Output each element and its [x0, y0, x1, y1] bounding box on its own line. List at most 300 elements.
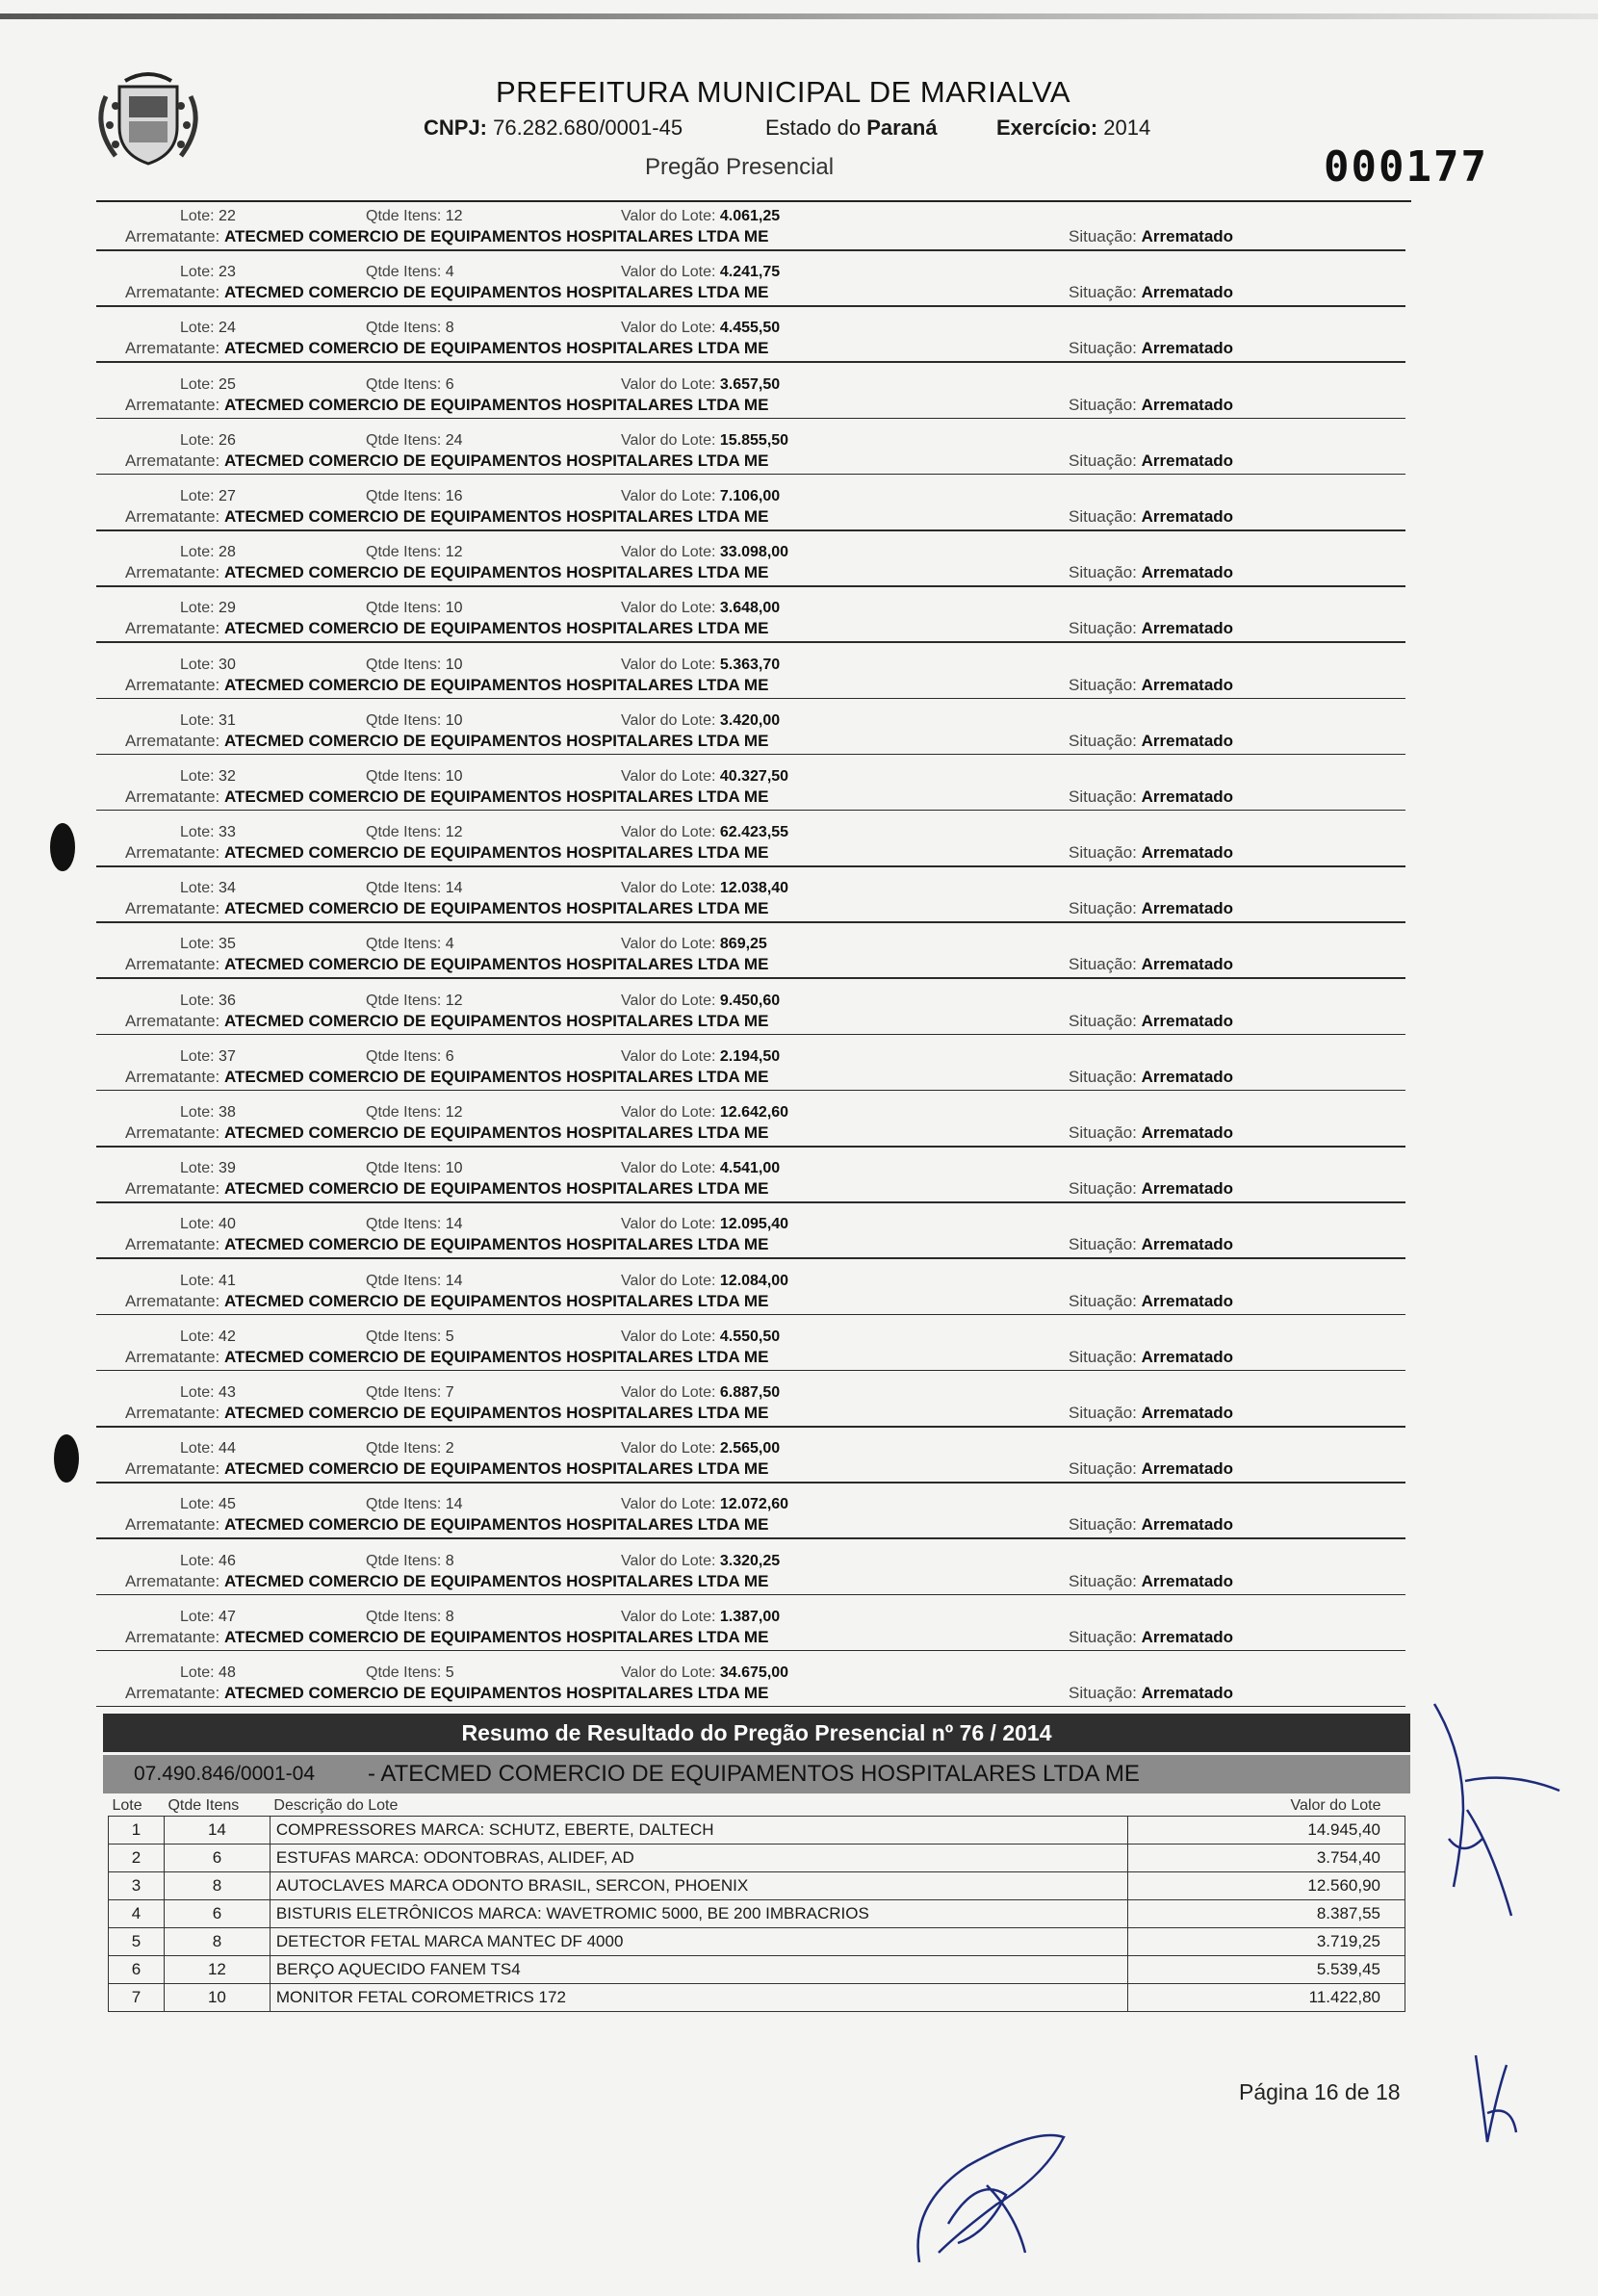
qtde-value: 7 [445, 1383, 454, 1401]
table-row [109, 1872, 1405, 1900]
lote-number: 38 [219, 1104, 236, 1121]
lote-entry [96, 316, 1405, 372]
arrematante-label: Arrematante: [125, 787, 220, 806]
lote-label: Lote: [180, 711, 215, 729]
situacao-label: Situação: [1069, 283, 1137, 302]
situacao-label: Situação: [1069, 1291, 1137, 1310]
lote-number-field [180, 1216, 236, 1233]
vendor-bar [103, 1755, 1410, 1793]
qtde-value: 12 [445, 208, 463, 224]
qtde-value: 8 [445, 1608, 454, 1625]
arrematante-label: Arrematante: [125, 955, 220, 974]
row-underline [96, 1537, 1405, 1539]
valor-value: 2.194,50 [719, 1047, 781, 1065]
qtde-value: 10 [445, 600, 463, 617]
situacao-field [1069, 1572, 1233, 1591]
arrematante-name: ATECMED COMERCIO DE EQUIPAMENTOS HOSPITALARES LTDA ME [224, 787, 769, 806]
qtde-field [366, 1664, 454, 1682]
row-underline [96, 1370, 1405, 1372]
valor-field [621, 264, 780, 281]
row-underline [96, 1090, 1405, 1092]
arrematante-field [125, 1068, 768, 1087]
situacao-label: Situação: [1069, 1571, 1137, 1590]
valor-field [621, 1160, 780, 1177]
qtde-value: 12 [445, 544, 463, 561]
arrematante-name: ATECMED COMERCIO DE EQUIPAMENTOS HOSPITALARES LTDA ME [224, 1627, 769, 1646]
row-underline [96, 1314, 1405, 1316]
cell-valor: 3.719,25 [1128, 1928, 1405, 1956]
lote-number-field [180, 376, 236, 394]
situacao-value: Arrematado [1141, 339, 1234, 358]
qtde-value: 10 [445, 1160, 463, 1177]
situacao-label: Situação: [1069, 1459, 1137, 1479]
lote-number-field [180, 320, 236, 337]
arrematante-label: Arrematante: [125, 675, 220, 694]
arrematante-label: Arrematante: [125, 1235, 220, 1254]
valor-field [621, 1104, 788, 1122]
lote-label: Lote: [180, 431, 215, 449]
arrematante-name: ATECMED COMERCIO DE EQUIPAMENTOS HOSPITALARES LTDA ME [224, 1235, 769, 1254]
situacao-field [1069, 843, 1233, 863]
qtde-label: Qtde Itens: [366, 208, 442, 224]
exercicio-line [996, 116, 1150, 141]
arrematante-label: Arrematante: [125, 1179, 220, 1199]
valor-value: 12.084,00 [719, 1272, 789, 1289]
cell-valor: 14.945,40 [1128, 1817, 1405, 1845]
lote-number-field [180, 657, 236, 674]
row-underline [96, 1706, 1405, 1708]
qtde-value: 14 [445, 1272, 463, 1289]
lote-number: 26 [219, 431, 236, 449]
situacao-label: Situação: [1069, 955, 1137, 974]
lote-number-field [180, 1384, 236, 1402]
arrematante-label: Arrematante: [125, 1403, 220, 1422]
arrematante-label: Arrematante: [125, 339, 220, 358]
qtde-label: Qtde Itens: [366, 824, 442, 841]
situacao-label: Situação: [1069, 899, 1137, 918]
qtde-field [366, 376, 454, 394]
qtde-value: 10 [445, 711, 463, 729]
valor-field [621, 320, 780, 337]
valor-value: 869,25 [719, 936, 767, 953]
situacao-value: Arrematado [1141, 506, 1234, 526]
arrematante-label: Arrematante: [125, 843, 220, 863]
lote-entry [96, 540, 1405, 596]
cell-lote: 3 [109, 1872, 165, 1900]
scan-top-edge [0, 13, 1598, 19]
cell-lote: 6 [109, 1956, 165, 1984]
situacao-value: Arrematado [1141, 1347, 1234, 1366]
arrematante-label: Arrematante: [125, 563, 220, 582]
situacao-field [1069, 1123, 1233, 1143]
qtde-field [366, 712, 463, 730]
lote-number-field [180, 712, 236, 730]
row-underline [96, 1146, 1405, 1148]
cell-descricao: BISTURIS ELETRÔNICOS MARCA: WAVETROMIC 5000, BE 200 IMBRACRIOS [270, 1900, 1127, 1928]
situacao-field [1069, 396, 1233, 415]
lote-entry [96, 989, 1405, 1045]
valor-label: Valor do Lote: [621, 264, 716, 281]
arrematante-label: Arrematante: [125, 899, 220, 918]
situacao-value: Arrematado [1141, 619, 1234, 638]
qtde-value: 10 [445, 767, 463, 785]
arrematante-field [125, 1628, 768, 1647]
situacao-value: Arrematado [1141, 1627, 1234, 1646]
cell-valor: 8.387,55 [1128, 1900, 1405, 1928]
lote-number: 34 [219, 880, 236, 897]
valor-value: 5.363,70 [719, 656, 781, 673]
row-underline [96, 1257, 1405, 1259]
lote-label: Lote: [180, 1383, 215, 1401]
arrematante-name: ATECMED COMERCIO DE EQUIPAMENTOS HOSPITALARES LTDA ME [224, 1123, 769, 1142]
cell-qtde: 8 [164, 1872, 270, 1900]
qtde-field [366, 1609, 454, 1626]
cell-lote: 1 [109, 1817, 165, 1845]
qtde-value: 2 [445, 1440, 454, 1458]
qtde-field [366, 1216, 463, 1233]
qtde-label: Qtde Itens: [366, 936, 442, 953]
lote-entry [96, 1492, 1405, 1548]
cell-valor: 3.754,40 [1128, 1845, 1405, 1872]
qtde-field [366, 320, 454, 337]
qtde-value: 6 [445, 1047, 454, 1065]
cell-valor: 5.539,45 [1128, 1956, 1405, 1984]
qtde-field [366, 1496, 463, 1513]
valor-label: Valor do Lote: [621, 544, 716, 561]
qtde-value: 8 [445, 320, 454, 337]
valor-value: 4.241,75 [719, 264, 781, 281]
valor-label: Valor do Lote: [621, 767, 716, 785]
valor-value: 1.387,00 [719, 1608, 781, 1625]
lote-label: Lote: [180, 992, 215, 1009]
valor-label: Valor do Lote: [621, 375, 716, 393]
lote-number: 30 [219, 656, 236, 673]
lote-entry [96, 428, 1405, 484]
lote-entry [96, 1156, 1405, 1212]
qtde-value: 6 [445, 375, 454, 393]
valor-value: 9.450,60 [719, 992, 781, 1009]
lote-number: 36 [219, 992, 236, 1009]
arrematante-name: ATECMED COMERCIO DE EQUIPAMENTOS HOSPITALARES LTDA ME [224, 1347, 769, 1366]
qtde-value: 5 [445, 1664, 454, 1681]
situacao-label: Situação: [1069, 1179, 1137, 1199]
arrematante-name: ATECMED COMERCIO DE EQUIPAMENTOS HOSPITALARES LTDA ME [224, 1067, 769, 1086]
vendor-name: - ATECMED COMERCIO DE EQUIPAMENTOS HOSPITALARES LTDA ME [368, 1761, 1140, 1787]
lote-number-field [180, 768, 236, 786]
lote-label: Lote: [180, 1328, 215, 1345]
row-underline [96, 249, 1405, 251]
qtde-label: Qtde Itens: [366, 1104, 442, 1121]
arrematante-field [125, 1012, 768, 1031]
summary-table-header [109, 1796, 1405, 1817]
situacao-value: Arrematado [1141, 1011, 1234, 1030]
situacao-value: Arrematado [1141, 843, 1234, 863]
table-row [109, 1845, 1405, 1872]
cell-qtde: 6 [164, 1900, 270, 1928]
summary-title-bar: Resumo de Resultado do Pregão Presencial nº 76 / 2014 [103, 1714, 1410, 1752]
row-underline [96, 1426, 1405, 1428]
cell-descricao: ESTUFAS MARCA: ODONTOBRAS, ALIDEF, AD [270, 1845, 1127, 1872]
lote-number: 31 [219, 711, 236, 729]
qtde-label: Qtde Itens: [366, 487, 442, 504]
valor-value: 4.550,50 [719, 1328, 781, 1345]
lote-entry [96, 1661, 1405, 1716]
situacao-field [1069, 283, 1233, 302]
lote-number: 27 [219, 487, 236, 504]
handwritten-signature [1425, 1694, 1569, 1925]
arrematante-label: Arrematante: [125, 1347, 220, 1366]
table-row [109, 1956, 1405, 1984]
arrematante-label: Arrematante: [125, 619, 220, 638]
qtde-field [366, 1384, 454, 1402]
situacao-value: Arrematado [1141, 1291, 1234, 1310]
cell-qtde: 14 [164, 1817, 270, 1845]
cell-qtde: 12 [164, 1956, 270, 1984]
lote-number-field [180, 264, 236, 281]
lote-label: Lote: [180, 487, 215, 504]
row-underline [96, 641, 1405, 643]
arrematante-field [125, 339, 768, 358]
row-underline [96, 1482, 1405, 1483]
valor-field [621, 432, 788, 450]
qtde-label: Qtde Itens: [366, 880, 442, 897]
qtde-value: 8 [445, 1552, 454, 1569]
lote-entry [96, 932, 1405, 988]
page-stamp-number: 000177 [1324, 142, 1488, 192]
situacao-label: Situação: [1069, 619, 1137, 638]
valor-value: 40.327,50 [719, 767, 789, 785]
arrematante-label: Arrematante: [125, 506, 220, 526]
arrematante-field [125, 1515, 768, 1535]
valor-value: 2.565,00 [719, 1440, 781, 1458]
qtde-field [366, 993, 463, 1010]
arrematante-label: Arrematante: [125, 227, 220, 245]
lote-number-field [180, 1553, 236, 1570]
situacao-label: Situação: [1069, 1011, 1137, 1030]
qtde-label: Qtde Itens: [366, 1552, 442, 1569]
valor-field [621, 376, 780, 394]
situacao-label: Situação: [1069, 506, 1137, 526]
lote-label: Lote: [180, 936, 215, 953]
situacao-field [1069, 899, 1233, 918]
municipality-title: PREFEITURA MUNICIPAL DE MARIALVA [496, 75, 1071, 109]
lote-number: 43 [219, 1383, 236, 1401]
row-underline [96, 529, 1405, 531]
lote-number: 35 [219, 936, 236, 953]
situacao-field [1069, 955, 1233, 974]
qtde-label: Qtde Itens: [366, 656, 442, 673]
cell-lote: 7 [109, 1984, 165, 2012]
lote-entry [96, 204, 1405, 260]
qtde-value: 12 [445, 824, 463, 841]
qtde-value: 24 [445, 431, 463, 449]
qtde-label: Qtde Itens: [366, 1216, 442, 1233]
cell-descricao: AUTOCLAVES MARCA ODONTO BRASIL, SERCON, PHOENIX [270, 1872, 1127, 1900]
qtde-value: 4 [445, 936, 454, 953]
arrematante-field [125, 1572, 768, 1591]
arrematante-name: ATECMED COMERCIO DE EQUIPAMENTOS HOSPITALARES LTDA ME [224, 283, 769, 302]
qtde-field [366, 208, 463, 225]
cell-lote: 2 [109, 1845, 165, 1872]
qtde-field [366, 1329, 454, 1346]
situacao-field [1069, 1628, 1233, 1647]
lote-number: 48 [219, 1664, 236, 1681]
lote-number-field [180, 1273, 236, 1290]
qtde-label: Qtde Itens: [366, 1608, 442, 1625]
lote-number-field [180, 880, 236, 897]
qtde-label: Qtde Itens: [366, 1047, 442, 1065]
situacao-label: Situação: [1069, 563, 1137, 582]
qtde-value: 5 [445, 1328, 454, 1345]
valor-label: Valor do Lote: [621, 1272, 716, 1289]
cnpj-label: CNPJ: [424, 116, 488, 140]
valor-field [621, 1496, 788, 1513]
lote-number-field [180, 1048, 236, 1066]
arrematante-name: ATECMED COMERCIO DE EQUIPAMENTOS HOSPITALARES LTDA ME [224, 395, 769, 414]
municipal-crest-logo [87, 67, 210, 171]
arrematante-label: Arrematante: [125, 1571, 220, 1590]
arrematante-label: Arrematante: [125, 1459, 220, 1479]
valor-field [621, 657, 780, 674]
arrematante-field [125, 787, 768, 807]
valor-value: 4.455,50 [719, 320, 781, 337]
valor-label: Valor do Lote: [621, 208, 716, 224]
arrematante-field [125, 507, 768, 527]
row-underline [96, 305, 1405, 307]
valor-label: Valor do Lote: [621, 1216, 716, 1233]
lote-number: 46 [219, 1552, 236, 1569]
situacao-label: Situação: [1069, 731, 1137, 750]
lote-number-field [180, 1104, 236, 1122]
situacao-field [1069, 787, 1233, 807]
arrematante-name: ATECMED COMERCIO DE EQUIPAMENTOS HOSPITALARES LTDA ME [224, 1403, 769, 1422]
arrematante-field [125, 843, 768, 863]
qtde-label: Qtde Itens: [366, 1664, 442, 1681]
arrematante-name: ATECMED COMERCIO DE EQUIPAMENTOS HOSPITALARES LTDA ME [224, 227, 769, 245]
arrematante-name: ATECMED COMERCIO DE EQUIPAMENTOS HOSPITALARES LTDA ME [224, 1683, 769, 1702]
situacao-value: Arrematado [1141, 1459, 1234, 1479]
arrematante-field [125, 899, 768, 918]
valor-value: 4.061,25 [719, 208, 781, 224]
situacao-value: Arrematado [1141, 227, 1234, 245]
qtde-field [366, 657, 463, 674]
situacao-label: Situação: [1069, 451, 1137, 470]
qtde-label: Qtde Itens: [366, 1272, 442, 1289]
lote-entry [96, 1436, 1405, 1492]
arrematante-field [125, 396, 768, 415]
situacao-label: Situação: [1069, 227, 1137, 245]
lote-entry [96, 1325, 1405, 1380]
valor-value: 15.855,50 [719, 431, 789, 449]
qtde-field [366, 600, 463, 617]
qtde-label: Qtde Itens: [366, 1496, 442, 1513]
situacao-value: Arrematado [1141, 395, 1234, 414]
situacao-value: Arrematado [1141, 1403, 1234, 1422]
cell-lote: 4 [109, 1900, 165, 1928]
qtde-field [366, 544, 463, 561]
lote-entry [96, 1549, 1405, 1605]
lote-entry [96, 1380, 1405, 1436]
lote-label: Lote: [180, 1160, 215, 1177]
valor-field [621, 712, 780, 730]
summary-table [108, 1796, 1405, 2012]
qtde-field [366, 488, 463, 505]
vendor-cnpj: 07.490.846/0001-04 [134, 1763, 316, 1785]
arrematante-field [125, 227, 768, 246]
arrematante-label: Arrematante: [125, 1683, 220, 1702]
valor-value: 33.098,00 [719, 544, 789, 561]
arrematante-field [125, 451, 768, 471]
situacao-value: Arrematado [1141, 955, 1234, 974]
arrematante-field [125, 283, 768, 302]
qtde-label: Qtde Itens: [366, 992, 442, 1009]
valor-field [621, 1664, 788, 1682]
valor-field [621, 936, 767, 953]
lote-label: Lote: [180, 1664, 215, 1681]
lote-number-field [180, 208, 236, 225]
valor-field [621, 768, 788, 786]
situacao-field [1069, 676, 1233, 695]
lote-list [96, 204, 1405, 1716]
arrematante-name: ATECMED COMERCIO DE EQUIPAMENTOS HOSPITALARES LTDA ME [224, 843, 769, 863]
lote-number-field [180, 1496, 236, 1513]
exercicio-label: Exercício: [996, 116, 1098, 140]
situacao-label: Situação: [1069, 1123, 1137, 1142]
situacao-value: Arrematado [1141, 1683, 1234, 1702]
valor-label: Valor do Lote: [621, 711, 716, 729]
lote-number: 32 [219, 767, 236, 785]
arrematante-name: ATECMED COMERCIO DE EQUIPAMENTOS HOSPITALARES LTDA ME [224, 506, 769, 526]
estado-label: Estado do [765, 116, 862, 140]
col-header-lote: Lote [112, 1797, 142, 1814]
valor-label: Valor do Lote: [621, 1440, 716, 1458]
col-header-valor: Valor do Lote [1290, 1797, 1381, 1814]
valor-field [621, 880, 788, 897]
arrematante-name: ATECMED COMERCIO DE EQUIPAMENTOS HOSPITALARES LTDA ME [224, 899, 769, 918]
valor-field [621, 1273, 788, 1290]
arrematante-name: ATECMED COMERCIO DE EQUIPAMENTOS HOSPITALARES LTDA ME [224, 1459, 769, 1479]
situacao-label: Situação: [1069, 1235, 1137, 1254]
exercicio-value: 2014 [1103, 116, 1151, 140]
valor-field [621, 993, 780, 1010]
situacao-field [1069, 1348, 1233, 1367]
lote-entry [96, 373, 1405, 428]
handwritten-rubric [900, 2118, 1073, 2282]
arrematante-label: Arrematante: [125, 1067, 220, 1086]
valor-field [621, 824, 788, 841]
cell-qtde: 8 [164, 1928, 270, 1956]
valor-label: Valor do Lote: [621, 1104, 716, 1121]
qtde-field [366, 1273, 463, 1290]
valor-label: Valor do Lote: [621, 1496, 716, 1513]
lote-number-field [180, 1329, 236, 1346]
arrematante-label: Arrematante: [125, 395, 220, 414]
arrematante-field [125, 1404, 768, 1423]
lote-entry [96, 764, 1405, 820]
arrematante-field [125, 1459, 768, 1479]
lote-label: Lote: [180, 1608, 215, 1625]
qtde-field [366, 936, 454, 953]
situacao-label: Situação: [1069, 1067, 1137, 1086]
estado-value: Paraná [866, 116, 938, 140]
situacao-field [1069, 1404, 1233, 1423]
lote-label: Lote: [180, 544, 215, 561]
valor-value: 62.423,55 [719, 824, 789, 841]
lote-entry [96, 709, 1405, 764]
situacao-value: Arrematado [1141, 1515, 1234, 1535]
arrematante-name: ATECMED COMERCIO DE EQUIPAMENTOS HOSPITALARES LTDA ME [224, 563, 769, 582]
arrematante-field [125, 563, 768, 582]
